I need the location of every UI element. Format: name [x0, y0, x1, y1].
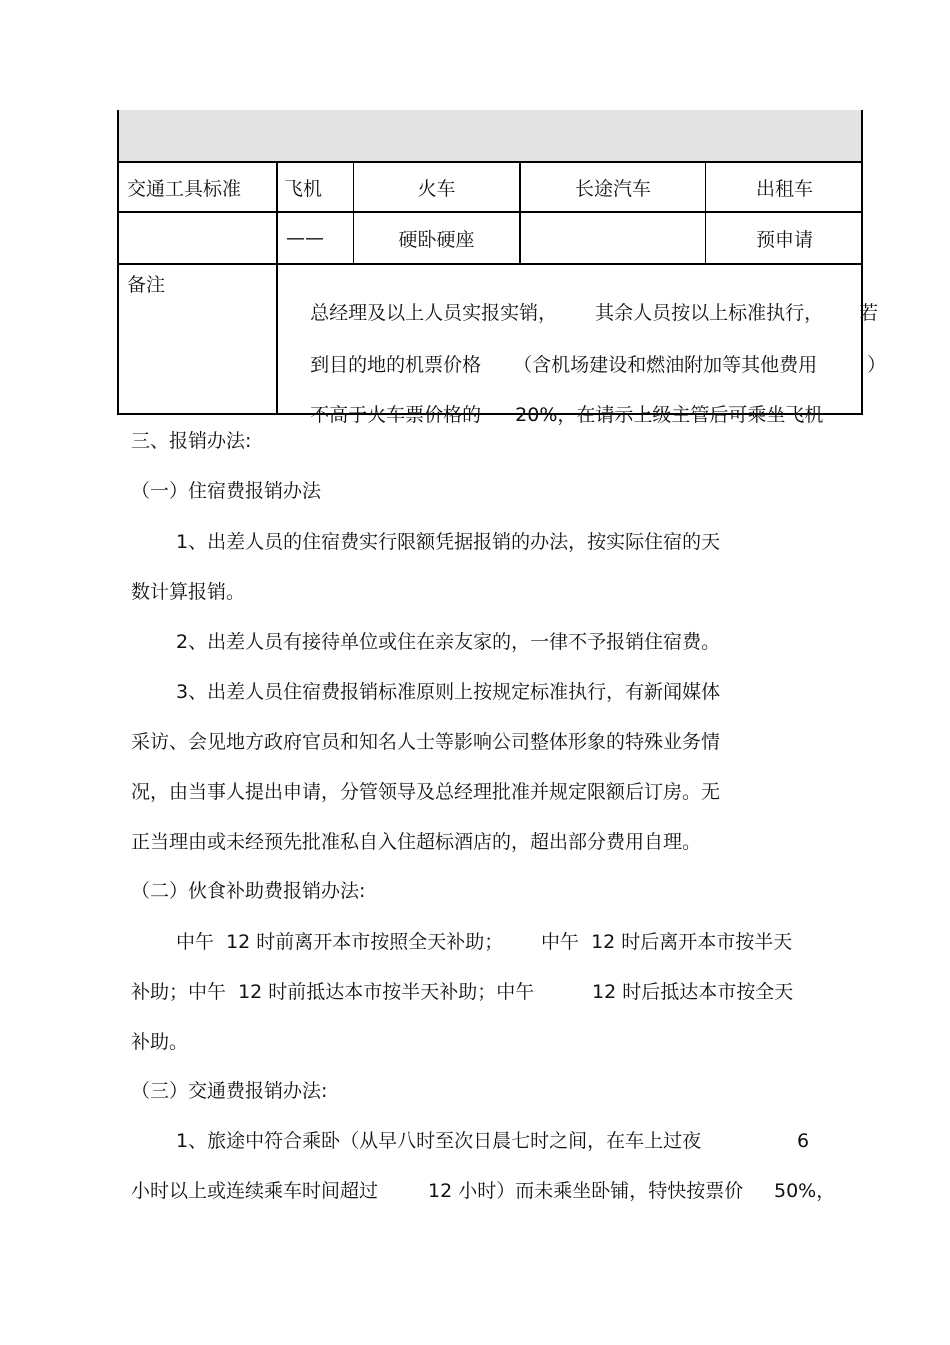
p5-line-2b: 12 小时）而未乘坐卧铺，特快按票价	[428, 1180, 744, 1202]
remarks-line-1-part-2: 其余人员按以上标准执行，	[595, 302, 824, 324]
remarks-label: 备注	[127, 274, 166, 296]
remarks-line-2c	[843, 328, 886, 399]
p3-line-3: 况，由当事人提出申请，分管领导及总经理批准并规定限额后订房。无	[131, 781, 721, 803]
remarks-line-3-part-1: 不高于火车票价格的	[310, 404, 482, 426]
col-divider	[276, 161, 278, 413]
col-header-taxi: 出租车	[755, 177, 813, 200]
row-label-transport-standard: 交通工具标准	[127, 177, 242, 200]
remarks-line-3b	[491, 378, 823, 449]
col-header-plane: 飞机	[284, 177, 323, 200]
p5-line-2c: 50%，	[774, 1180, 836, 1202]
p3-line-2: 采访、会见地方政府官员和知名人士等影响公司整体形象的特殊业务情	[131, 731, 721, 753]
p5-line-1a: 1、旅途中符合乘卧（从早八时至次日晨七时之间，在车上过夜	[176, 1130, 702, 1152]
bus-standard-value	[521, 213, 705, 263]
p3-line-1: 3、出差人员住宿费报销标准原则上按规定标准执行，有新闻媒体	[176, 681, 721, 703]
remarks-line-2-part-1: 到目的地的机票价格	[310, 354, 482, 376]
col-header-bus: 长途汽车	[574, 177, 651, 200]
p3-line-4: 正当理由或未经预先批准私自入住超标酒店的，超出部分费用自理。	[131, 831, 702, 853]
p4-line-3: 补助。	[131, 1031, 189, 1053]
p5-line-1b: 6	[797, 1130, 810, 1152]
table-gray-header-band	[119, 110, 861, 163]
sub1-title: （一）住宿费报销办法	[131, 480, 322, 502]
p4-line-2b: 12 时后抵达本市按全天	[592, 981, 794, 1003]
remarks-line-1-part-3: 若	[859, 302, 879, 324]
standard-row-label	[127, 213, 275, 263]
section-3-title: 三、报销办法:	[131, 430, 252, 452]
p1-line-1: 1、出差人员的住宿费实行限额凭据报销的办法，按实际住宿的天	[176, 531, 721, 553]
remarks-line-2-part-2: （含机场建设和燃油附加等其他费用	[513, 354, 818, 376]
train-standard-value: 硬卧硬座	[398, 228, 475, 251]
plane-standard-value: ——	[286, 227, 324, 249]
p1-line-2: 数计算报销。	[131, 581, 246, 603]
remarks-line-3-part-2: 20%，在请示上级主管后可乘坐飞机	[515, 404, 824, 426]
transport-standard-table	[117, 110, 887, 426]
p4-line-1a: 中午 12 时前离开本市按照全天补助；	[176, 931, 504, 953]
remarks-line-2-part-3: ）	[867, 354, 887, 376]
col-header-train: 火车	[417, 177, 456, 200]
p5-line-2a: 小时以上或连续乘车时间超过	[131, 1180, 379, 1202]
row-divider	[119, 263, 861, 265]
remarks-line-1-part-1: 总经理及以上人员实报实销，	[310, 302, 558, 324]
taxi-standard-value: 预申请	[755, 228, 813, 251]
sub3-title: （三）交通费报销办法:	[131, 1080, 328, 1102]
p4-line-2a: 补助；中午 12 时前抵达本市按半天补助；中午	[131, 981, 535, 1003]
remarks-line-3	[286, 378, 481, 449]
sub2-title: （二）伙食补助费报销办法:	[131, 880, 366, 902]
p4-line-1b: 中午 12 时后离开本市按半天	[541, 931, 793, 953]
p2-line-1: 2、出差人员有接待单位或住在亲友家的，一律不予报销住宿费。	[176, 631, 721, 653]
